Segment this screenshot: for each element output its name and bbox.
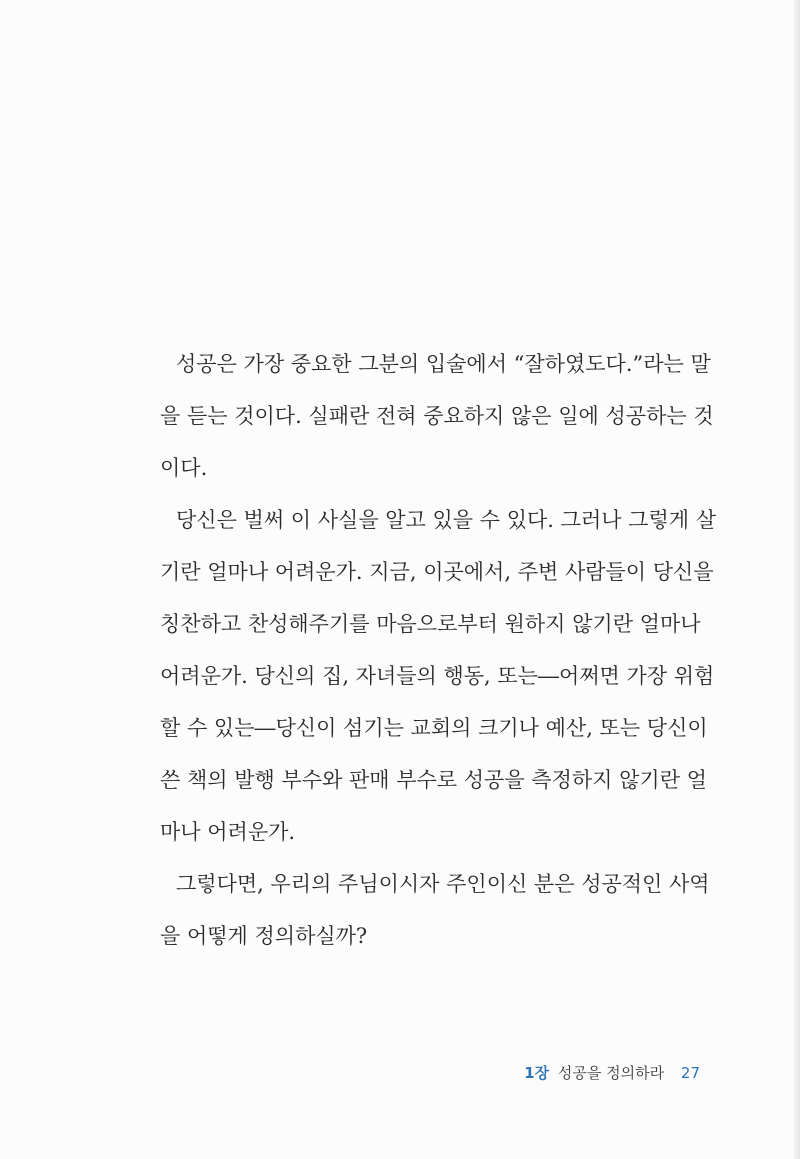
paragraph-3-line-2: 을 어떻게 정의하실까?: [160, 924, 368, 948]
paragraph-2-line-7: 마나 어려운가.: [160, 820, 296, 844]
chapter-label: 1장: [524, 1064, 550, 1082]
paragraph-2-line-4: 어려운가. 당신의 집, 자녀들의 행동, 또는―어쩌면 가장 위험: [160, 664, 715, 688]
chapter-title: 성공을 정의하라: [557, 1064, 665, 1082]
paragraph-3-line-1: 그렇다면, 우리의 주님이시자 주인이신 분은 성공적인 사역: [176, 872, 710, 896]
paragraph-1-line-1: 성공은 가장 중요한 그분의 입술에서 “잘하였도다.”라는 말: [176, 352, 711, 376]
paragraph-1-line-2: 을 듣는 것이다. 실패란 전혀 중요하지 않은 일에 성공하는 것: [160, 404, 714, 428]
paragraph-2-line-2: 기란 얼마나 어려운가. 지금, 이곳에서, 주변 사람들이 당신을: [160, 560, 714, 584]
paragraph-1-line-3: 이다.: [160, 456, 208, 480]
paragraph-2-line-5: 할 수 있는―당신이 섬기는 교회의 크기나 예산, 또는 당신이: [160, 716, 708, 740]
paragraph-2-line-1: 당신은 벌써 이 사실을 알고 있을 수 있다. 그러나 그렇게 살: [176, 508, 717, 532]
page-number: 27: [680, 1064, 700, 1082]
paragraph-2-line-6: 쓴 책의 발행 부수와 판매 부수로 성공을 측정하지 않기란 얼: [160, 768, 707, 792]
running-footer: [520, 1062, 700, 1088]
body-text: [160, 338, 717, 962]
page-edge: [794, 0, 800, 1159]
paragraph-2-line-3: 칭찬하고 찬성해주기를 마음으로부터 원하지 않기란 얼마나: [160, 612, 701, 636]
